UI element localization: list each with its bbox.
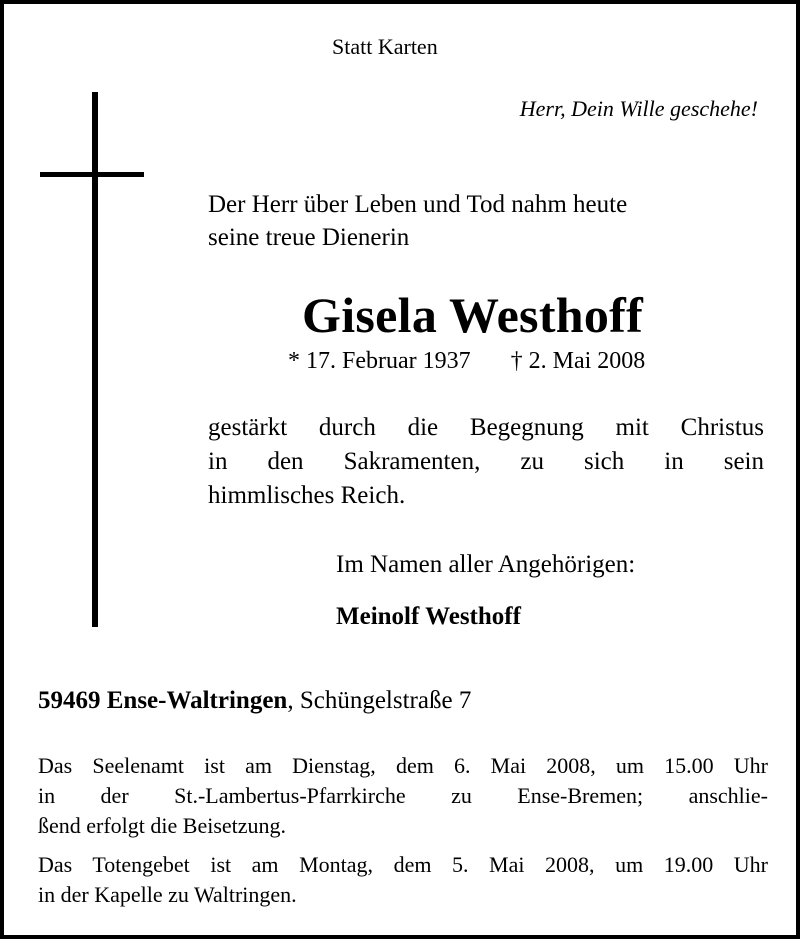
intro-line-2: seine treue Dienerin [208,224,410,251]
address-street: Schüngelstraße 7 [299,687,472,714]
prayer-line-1: Das Totengebet ist am Montag, dem 5. Mai 2008, um 19.00 Uhr [38,852,768,877]
life-dates [288,348,645,375]
funeral-line-1: Das Seelenamt ist am Dienstag, dem 6. Mai 2008, um 15.00 Uhr [38,753,768,778]
prayer-service-info [38,850,768,910]
intro-line-1: Der Herr über Leben und Tod nahm heute [208,191,628,218]
funeral-line-3: ßend erfolgt die Beisetzung. [38,813,287,838]
prayer-line-2: in der Kapelle zu Waltringen. [38,882,297,907]
death-date: † 2. Mai 2008 [510,348,646,374]
motto-text: Herr, Dein Wille geschehe! [519,96,758,121]
body-text [208,411,764,513]
address-separator: , [287,687,294,714]
body-line-1: gestärkt durch die Begegnung mit Christus [208,414,764,441]
address [38,687,471,715]
statt-karten-label: Statt Karten [332,34,438,59]
signer-name: Meinolf Westhoff [336,603,521,630]
funeral-line-2: in der St.-Lambertus-Pfarrkirche zu Ense-Bremen; anschlie- [38,783,768,808]
funeral-mass-info [38,751,768,841]
address-city: 59469 Ense-Waltringen [38,687,288,714]
body-line-2: in den Sakramenten, zu sich in sein [208,448,764,475]
body-line-3: himmlisches Reich. [208,482,406,509]
behalf-of-relatives: Im Namen aller Angehörigen: [336,551,636,578]
cross-horizontal-bar [40,172,144,177]
birth-date: * 17. Februar 1937 [288,348,471,374]
intro-text [208,188,768,254]
deceased-name: Gisela Westhoff [302,287,644,343]
